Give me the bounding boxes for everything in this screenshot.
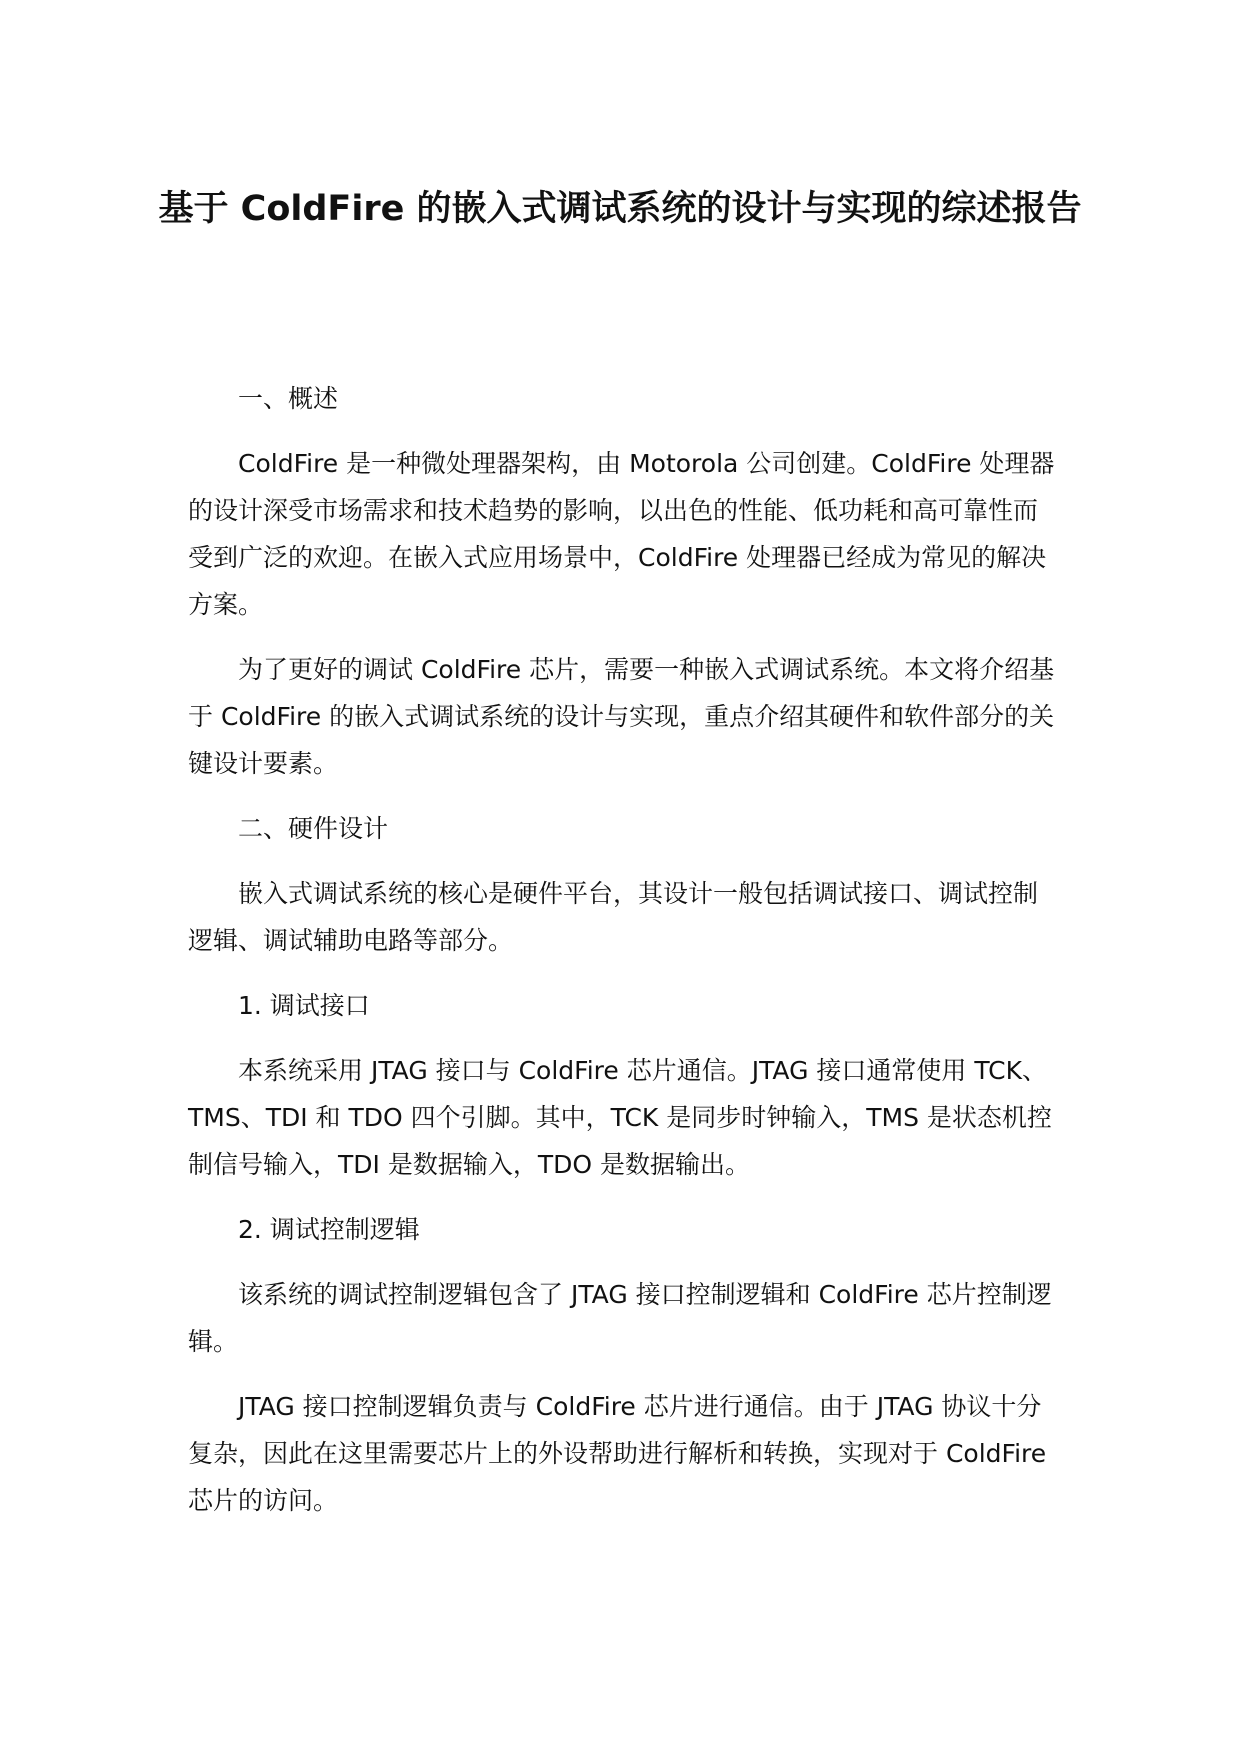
subheading-debug-interface: 1. 调试接口 — [238, 991, 370, 1020]
heading-hardware-design: 二、硬件设计 — [238, 814, 389, 843]
document-title: 基于 ColdFire 的嵌入式调试系统的设计与实现的综述报告 — [158, 189, 1082, 229]
paragraph: JTAG 接口控制逻辑负责与 ColdFire 芯片进行通信。由于 JTAG 协议十分复杂，因此在这里需要芯片上的外设帮助进行解析和转换，实现对于 ColdFire 芯片的访问。 — [188, 1392, 1047, 1515]
subheading-debug-control-logic: 2. 调试控制逻辑 — [238, 1215, 420, 1244]
paragraph: 为了更好的调试 ColdFire 芯片，需要一种嵌入式调试系统。本文将介绍基于 ColdFire 的嵌入式调试系统的设计与实现，重点介绍其硬件和软件部分的关键设计要素。 — [188, 655, 1055, 778]
heading-overview: 一、概述 — [238, 384, 339, 413]
paragraph: 该系统的调试控制逻辑包含了 JTAG 接口控制逻辑和 ColdFire 芯片控制逻辑。 — [188, 1280, 1052, 1356]
document-body — [188, 375, 1058, 1542]
paragraph: ColdFire 是一种微处理器架构，由 Motorola 公司创建。ColdFire 处理器的设计深受市场需求和技术趋势的影响，以出色的性能、低功耗和高可靠性而受到广泛的欢迎。在嵌入式应用场景中，ColdFire 处理器已经成为常见的解决方案。 — [188, 449, 1055, 619]
paragraph: 嵌入式调试系统的核心是硬件平台，其设计一般包括调试接口、调试控制逻辑、调试辅助电路等部分。 — [188, 879, 1039, 955]
paragraph: 本系统采用 JTAG 接口与 ColdFire 芯片通信。JTAG 接口通常使用 TCK、TMS、TDI 和 TDO 四个引脚。其中，TCK 是同步时钟输入，TMS 是状态机控制信号输入，TDI 是数据输入，TDO 是数据输出。 — [188, 1056, 1052, 1179]
